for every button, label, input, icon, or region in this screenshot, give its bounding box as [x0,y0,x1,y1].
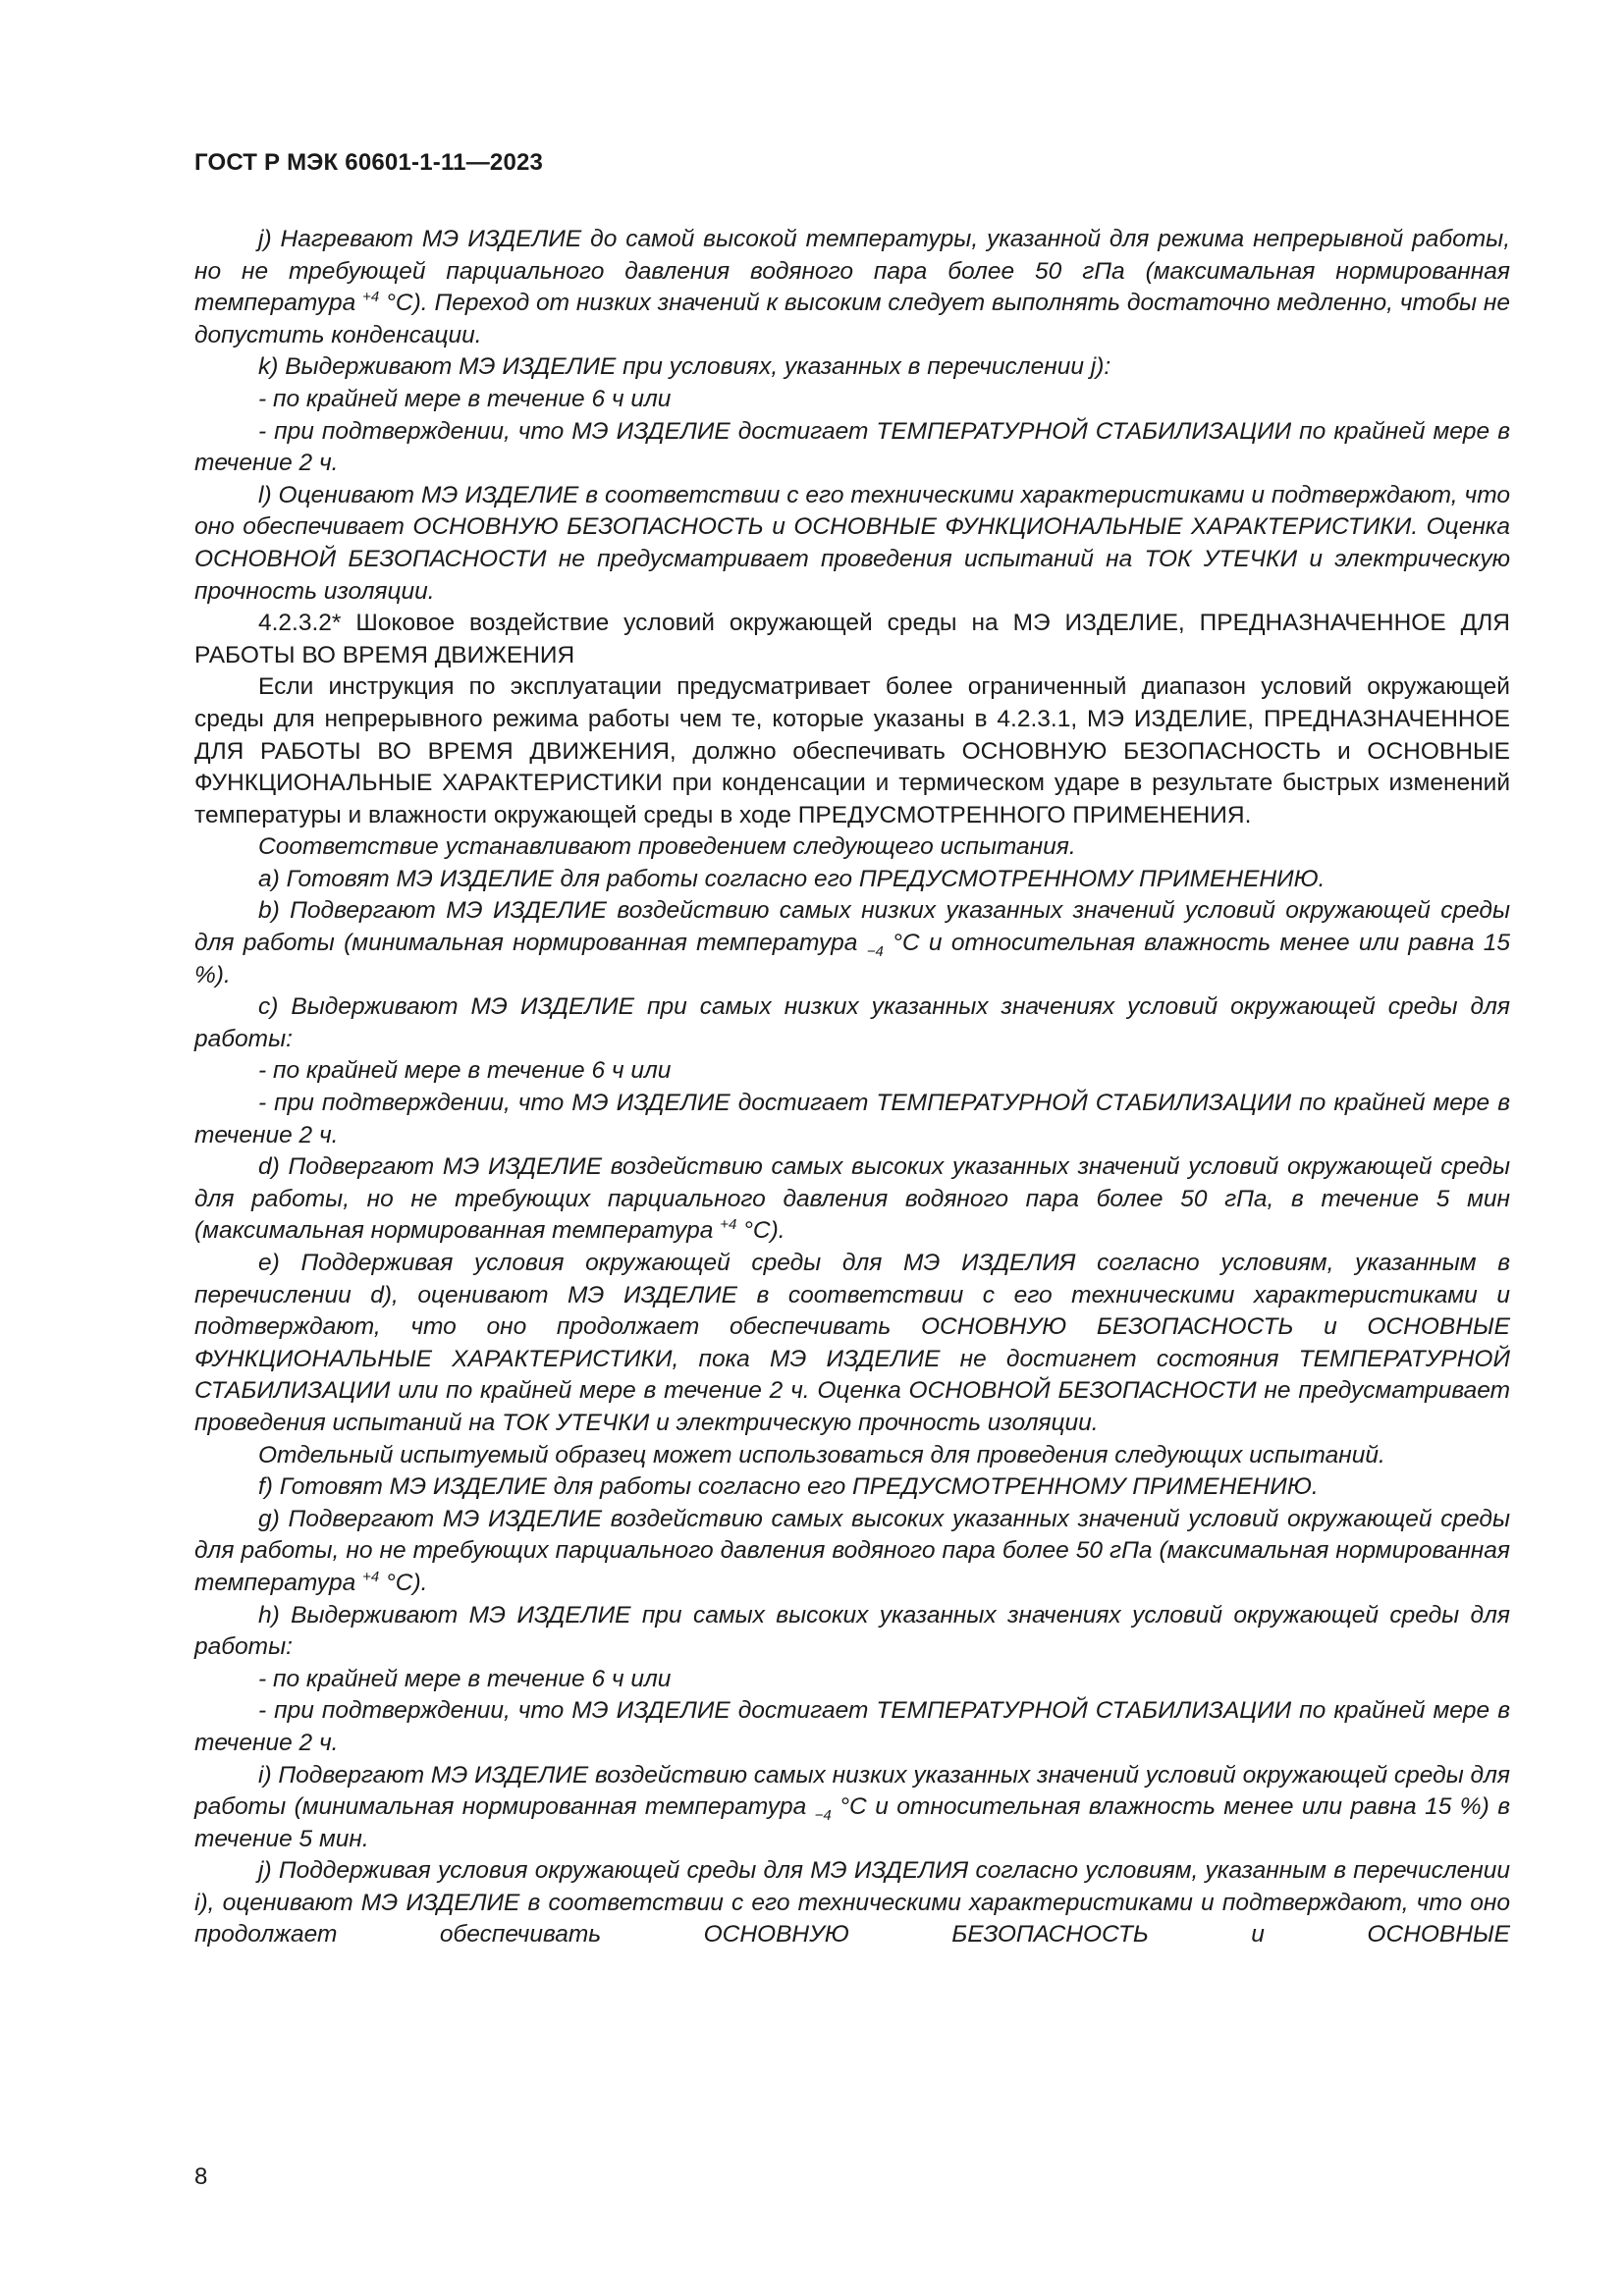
page-number: 8 [194,2163,208,2190]
page-body [194,224,1510,1951]
document-header: ГОСТ Р МЭК 60601-1-11—2023 [194,149,544,176]
section-body: Если инструкция по эксплуатации предусматривает более ограниченный диапазон условий окружающей среды для непрерывного режима работы чем те, которые указаны в 4.2.3.1, МЭ ИЗДЕЛИЕ, ПРЕДНАЗНАЧЕННОЕ ДЛЯ РАБОТЫ ВО ВРЕМЯ ДВИЖЕНИЯ, должно обеспечивать ОСНОВНУЮ БЕЗОПАСНОСТЬ и ОСНОВНЫЕ ФУНКЦИОНАЛЬНЫЕ ХАРАКТЕРИСТИКИ при конденсации и термическом ударе в результате быстрых изменений температуры и влажности окружающей среды в ходе ПРЕДУСМОТРЕННОГО ПРИМЕНЕНИЯ. [194,673,1510,828]
separate-sample-note: Отдельный испытуемый образец может использоваться для проведения следующих испытаний. [258,1441,1385,1468]
dash-item: - при подтверждении, что МЭ ИЗДЕЛИЕ достигает ТЕМПЕРАТУРНОЙ СТАБИЛИЗАЦИИ по крайней мере в течение 2 ч. [194,1090,1510,1148]
item-j-heating: j) Нагревают МЭ ИЗДЕЛИЕ до самой высокой температуры, указанной для режима непрерывной работы, но не требующей парциального давления водяного пара более 50 гПа (максимальная нормированная температура $^{+4}$ °С). Переход от низких значений к высоким следует выполнять достаточно медленно, чтобы не допустить конденсации. [194,226,1510,348]
dash-item: - по крайней мере в течение 6 ч или [258,385,672,412]
dash-item: - при подтверждении, что МЭ ИЗДЕЛИЕ достигает ТЕМПЕРАТУРНОЙ СТАБИЛИЗАЦИИ по крайней мере в течение 2 ч. [194,1697,1510,1756]
item-c: c) Выдерживают МЭ ИЗДЕЛИЕ при самых низких указанных значениях условий окружающей среды для работы: [194,993,1510,1052]
item-f: f) Готовят МЭ ИЗДЕЛИЕ для работы согласно его ПРЕДУСМОТРЕННОМУ ПРИМЕНЕНИЮ. [258,1473,1319,1501]
item-h: h) Выдерживают МЭ ИЗДЕЛИЕ при самых высоких указанных значениях условий окружающей среды для работы: [194,1601,1510,1661]
item-d: d) Подвергают МЭ ИЗДЕЛИЕ воздействию самых высоких указанных значений условий окружающей среды для работы, но не требующих парциального давления водяного пара более 50 гПа, в течение 5 мин (максимальная нормированная температура $^{+4}$ °С). [194,1153,1510,1245]
item-a: a) Готовят МЭ ИЗДЕЛИЕ для работы согласно его ПРЕДУСМОТРЕННОМУ ПРИМЕНЕНИЮ. [258,865,1326,892]
dash-item: - при подтверждении, что МЭ ИЗДЕЛИЕ достигает ТЕМПЕРАТУРНОЙ СТАБИЛИЗАЦИИ по крайней мере в течение 2 ч. [194,417,1510,477]
item-e: e) Поддерживая условия окружающей среды для МЭ ИЗДЕЛИЯ согласно условиям, указанным в перечислении d), оценивают МЭ ИЗДЕЛИЕ в соответствии с его техническими характеристиками и подтверждают, что оно продолжает обеспечивать ОСНОВНУЮ БЕЗОПАСНОСТЬ и ОСНОВНЫЕ ФУНКЦИОНАЛЬНЫЕ ХАРАКТЕРИСТИКИ, пока МЭ ИЗДЕЛИЕ не достигнет состояния ТЕМПЕРАТУРНОЙ СТАБИЛИЗАЦИИ или по крайней мере в течение 2 ч. Оценка ОСНОВНОЙ БЕЗОПАСНОСТИ не предусматривает проведения испытаний на ТОК УТЕЧКИ и электрическую прочность изоляции. [194,1250,1510,1436]
compliance-statement: Соответствие устанавливают проведением следующего испытания. [258,833,1076,861]
dash-item: - по крайней мере в течение 6 ч или [258,1665,672,1692]
item-l-evaluate: l) Оценивают МЭ ИЗДЕЛИЕ в соответствии с его техническими характеристиками и подтверждают, что оно обеспечивает ОСНОВНУЮ БЕЗОПАСНОСТЬ и ОСНОВНЫЕ ФУНКЦИОНАЛЬНЫЕ ХАРАКТЕРИСТИКИ. Оценка ОСНОВНОЙ БЕЗОПАСНОСТИ не предусматривает проведения испытаний на ТОК УТЕЧКИ и электрическую прочность изоляции. [194,481,1510,605]
item-i: i) Подвергают МЭ ИЗДЕЛИЕ воздействию самых низких указанных значений условий окружающей среды для работы (минимальная нормированная температура $_{-4}$ °С и относительная влажность менее или равна 15 %) в течение 5 мин. [194,1761,1510,1852]
item-j-maintain: j) Поддерживая условия окружающей среды для МЭ ИЗДЕЛИЯ согласно условиям, указанным в перечислении i), оценивают МЭ ИЗДЕЛИЕ в соответствии с его техническими характеристиками и подтверждают, что оно продолжает обеспечивать ОСНОВНУЮ БЕЗОПАСНОСТЬ и ОСНОВНЫЕ [194,1857,1510,1949]
section-heading: 4.2.3.2* Шоковое воздействие условий окружающей среды на МЭ ИЗДЕЛИЕ, ПРЕДНАЗНАЧЕННОЕ ДЛЯ РАБОТЫ ВО ВРЕМЯ ДВИЖЕНИЯ [194,610,1510,668]
item-g: g) Подвергают МЭ ИЗДЕЛИЕ воздействию самых высоких указанных значений условий окружающей среды для работы, но не требующих парциального давления водяного пара более 50 гПа (максимальная нормированная температура $^{+4}$ °С). [194,1505,1510,1596]
item-k-hold: k) Выдерживают МЭ ИЗДЕЛИЕ при условиях, указанных в перечислении j): [258,353,1111,381]
item-b: b) Подвергают МЭ ИЗДЕЛИЕ воздействию самых низких указанных значений условий окружающей среды для работы (минимальная нормированная температура $_{-4}$ °С и относительная влажность менее или равна 15 %). [194,897,1510,988]
dash-item: - по крайней мере в течение 6 ч или [258,1057,672,1085]
